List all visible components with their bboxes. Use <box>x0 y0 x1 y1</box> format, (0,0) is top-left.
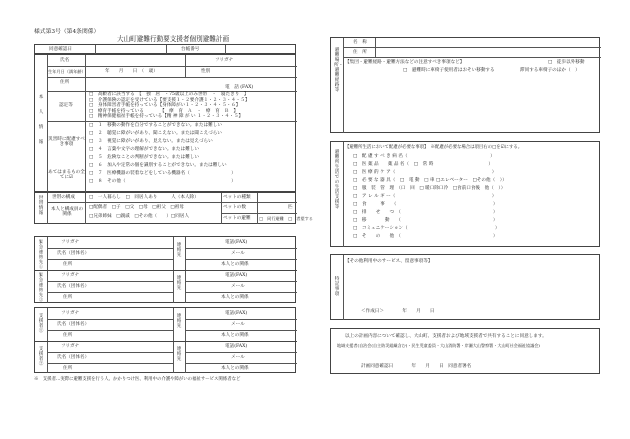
ec1-side: 連絡先 <box>176 243 182 258</box>
tel-label: 電 話 (FAX) <box>225 85 254 90</box>
sp2-mail: メール <box>231 355 245 360</box>
sp1-side: 連絡先 <box>176 314 182 329</box>
ec2-relation: 本人との関係 <box>221 295 249 300</box>
ec2-mail: メール <box>231 284 245 289</box>
care-item: □ 食 事 （ ） <box>353 202 498 207</box>
dob-label: 生年月日（満年齢） <box>48 69 86 74</box>
ec1-tel: 電話(FAX) <box>225 240 248 245</box>
care-item: □ 服 装 管 理 （口 回 □ 暖口除口冷 □食前口食後 他（ ）） <box>353 186 506 191</box>
pet-type-label: ペットの種類 <box>223 195 251 200</box>
supporter-label-2: 支援者② <box>38 347 44 367</box>
pet-sheet-value: □ 同行避難 □ 者望する <box>259 216 313 221</box>
route-check2: 滞同する車椅子のほか（ ） <box>520 68 580 73</box>
care-section: 避難所生活での生活支援等 <box>334 150 340 210</box>
disaster-line: □ ７ 医療機器の装着などをしている機器名（ ） <box>89 171 236 176</box>
ec2-furigana: フリガナ <box>61 273 80 278</box>
sp1-tel: 電話(FAX) <box>225 311 248 316</box>
sp2-tel: 電話(FAX) <box>225 344 248 349</box>
furigana-label: フリガナ <box>215 58 234 63</box>
name-label: 氏名 <box>60 58 70 63</box>
form-number: 様式第3号（第4条関係） <box>34 29 100 35</box>
notes-date-line: ＜作成日＞ 年 月 日 <box>361 309 435 314</box>
care-item: □ ア レ ル ギ ー（ ） <box>353 194 497 199</box>
route-line2: □ 避難時に車椅子使用者はおそい移動する <box>403 68 495 73</box>
route-line1: 【集団・避難経路・避難方法などの注意すべき事項など】 <box>345 60 465 65</box>
consent-signature: 計画同意確認日 年 月 日 同意者署名 <box>361 364 472 369</box>
sp2-side: 連絡先 <box>176 347 182 362</box>
notes-lead: 【その他利用中のサービス、留意事項等】 <box>345 259 433 264</box>
dob-value: 年 月 日 （ 歳） <box>105 69 158 74</box>
pet-sheet-label: ペットの避難 <box>223 216 251 221</box>
person-block <box>34 54 296 192</box>
place-name-label: 名 称 <box>353 40 367 45</box>
evacuation-section: 避難場所・避難経路等 <box>334 48 344 93</box>
cert-line: □ 療育手帳を持っている 【 療 育 Ａ ・ 療 育 Ｂ 】 <box>89 108 239 114</box>
ec2-side: 連絡先 <box>176 276 182 291</box>
relation-line: □兄弟姉妹 □親戚 □その他（ ）□同居人 <box>89 214 190 219</box>
ec1-address: 住所 <box>63 262 73 267</box>
care-item: □ コミュニケーション（ ） <box>353 226 500 231</box>
route-check1: □ 徒歩以外移動 <box>548 60 585 65</box>
notes-block <box>330 254 600 320</box>
ledger-no-label: 台帳番号 <box>181 47 200 52</box>
cert-label: 認定等 <box>59 103 73 108</box>
disaster-line: □ １ 移動の動作を自分ですることができない。または難しい <box>89 123 222 128</box>
plan-date-label: 同意確認日 <box>49 47 72 52</box>
ec2-address: 住所 <box>63 295 73 300</box>
person-section-label: 本 人 情 報 <box>38 95 44 145</box>
pet-count-unit: 匹 <box>288 205 293 210</box>
sp2-relation: 本人との関係 <box>221 366 249 371</box>
care-item: □ 医 薬 品 薬 品 名（ □ 常 時 ） <box>353 162 494 167</box>
ec2-name: 氏名（団体名） <box>57 284 90 289</box>
supporters-block <box>34 307 296 373</box>
ec1-relation: 本人との関係 <box>221 262 249 267</box>
cert-line: □ 精神保健福祉手帳を持っている【精 神 障 が い １・２・３・４・５】 <box>89 114 244 119</box>
care-item: □ 排 せ つ （ ） <box>353 210 498 215</box>
sp2-name: 氏名（団体名） <box>57 355 90 360</box>
header-row <box>34 44 296 54</box>
disaster-line: □ ５ 危険なことの判断ができない。または難しい <box>89 155 199 160</box>
cert-line: □ 高齢者に該当する 【 独 居 ・75歳以上のみ世帯 ・ 寝たきり 】 <box>89 92 249 97</box>
pet-count-label: ペットの数 <box>223 205 246 210</box>
ec1-name: 氏名（団体名） <box>57 251 90 256</box>
disaster-line: □ ６ 加入や定常の個を識別することができない。または難しい <box>89 163 227 168</box>
disaster-line: □ ３ 視覚に障がいがあり、見えない。または見えづらい <box>89 139 213 144</box>
notes-section: 特記事項 <box>334 277 340 297</box>
care-item: □ 必 要 な 器 具（ □ 電 動 □ 車 □エレベーター □その他（ ）） <box>353 178 507 183</box>
care-item: □ 移 動 （ ） <box>353 218 498 223</box>
consent-block <box>330 328 600 374</box>
disaster-line: □ ２ 聴覚に障がいがあり、聞こえない。または聞こえづらい <box>89 131 222 136</box>
ec1-furigana: フリガナ <box>61 240 80 245</box>
care-lead: 【避難所生活において配慮が必要な事項】 ※配慮が必要な場合は項目右の□を☑にする。 <box>345 145 523 150</box>
household-section: 世帯情報 <box>38 196 44 216</box>
ec2-tel: 電話(FAX) <box>225 273 248 278</box>
sp1-name: 氏名（団体名） <box>57 322 90 327</box>
household-block <box>34 192 313 224</box>
emergency-label-2: 緊急連絡先② <box>38 272 44 302</box>
consent-line1: 以上の計画内容について確認し、大山町、支援者および地域支援者で共有することに同意します。 <box>345 334 547 339</box>
cert-line: □ 介護保険の認定を受けている【要支援１・２要介護１・２・３・４・５】 <box>89 97 250 103</box>
supporter-label-1: 支援者① <box>38 314 44 334</box>
footnote: ※ 支援者…実際に避難支援を行う人、かかりつけ医、利用中の介護や障がいの福祉サービス関係者など <box>34 377 241 382</box>
care-block <box>330 141 600 247</box>
disaster-line: □ ８ その他（ ） <box>89 179 236 184</box>
disaster-note: あてはまるもの全てに☑ <box>48 170 85 181</box>
consent-line2: 地域支援者(自治会(自主防災組織含む)・民生児童委員・大山消防署・岸瀬大山警察署・大山町社会福祉協議会) <box>337 343 540 348</box>
care-item: □ 医 療 的 ケ ア（ ） <box>353 170 497 175</box>
evacuation-block <box>330 37 600 133</box>
care-item: □ そ の 他 （ ） <box>353 234 498 239</box>
sex-label: 性別 <box>201 69 211 74</box>
care-item: □ 配 慮 す べ き 病 名（ ） <box>353 154 495 159</box>
disaster-label: 災害時に配慮すべき事項 <box>48 137 85 148</box>
sp1-furigana: フリガナ <box>61 311 80 316</box>
cert-line: □ 身体障害者手帳を持っている【身体障がい１・２・３・４・５・６】 <box>89 103 241 108</box>
sp2-address: 住所 <box>63 366 73 371</box>
form-title: 大山町避難行動要支援者個別避難計画 <box>117 35 230 43</box>
composition-value: □ 一人暮らし □ 同居人あり 人（本人除） <box>89 195 199 200</box>
relation-line: □配偶者 □子 □父 □母 □祖父 □祖母 <box>89 205 184 210</box>
sp1-address: 住所 <box>63 333 73 338</box>
emergency-label-1: 緊急連絡先① <box>38 239 44 269</box>
place-address-label: 住 所 <box>353 50 367 55</box>
sp2-furigana: フリガナ <box>61 344 80 349</box>
emergency-contacts-block <box>34 236 296 303</box>
ec1-mail: メール <box>231 251 245 256</box>
relation-label: 本人と構成員の関係 <box>50 207 84 218</box>
sp1-mail: メール <box>231 322 245 327</box>
disaster-line: □ ４ 言葉や文字の理解ができない。または難しい <box>89 147 199 152</box>
sp1-relation: 本人との関係 <box>221 333 249 338</box>
address-label: 住所 <box>60 80 70 85</box>
composition-label: 世帯の構成 <box>52 195 75 200</box>
